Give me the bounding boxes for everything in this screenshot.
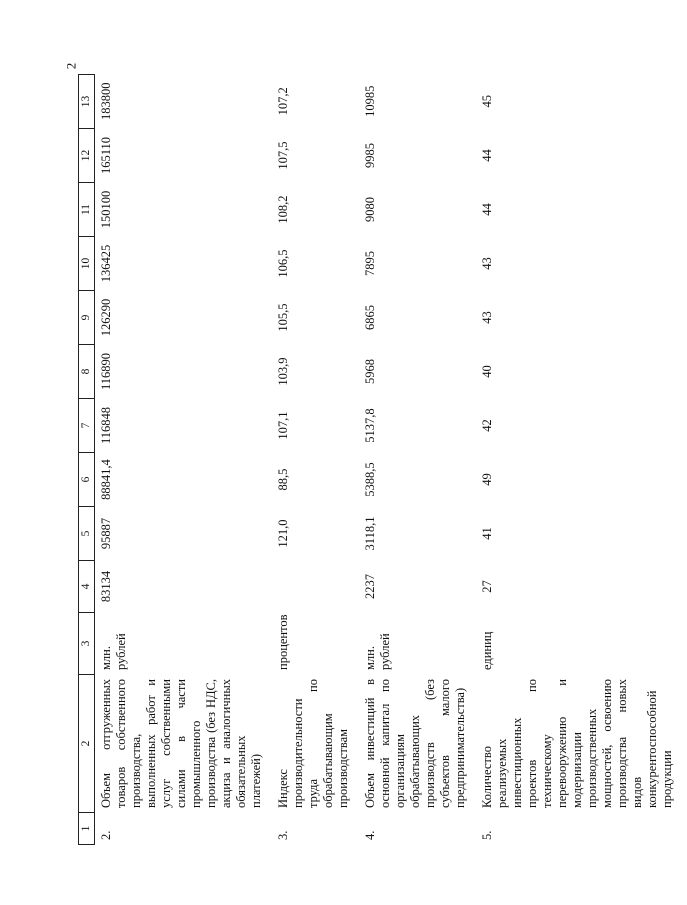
value-cell: 5968 bbox=[363, 359, 377, 384]
value-cell: 116890 bbox=[99, 352, 113, 391]
value-cell: 83134 bbox=[99, 570, 113, 603]
header-cell: 7 bbox=[79, 399, 95, 453]
header-cell: 10 bbox=[79, 237, 95, 291]
value-cell: 121,0 bbox=[276, 519, 290, 548]
value-cell: 107,5 bbox=[276, 141, 290, 170]
row-index: 4. bbox=[363, 830, 377, 840]
table-row bbox=[95, 75, 277, 845]
value-cell: 9080 bbox=[363, 197, 377, 222]
page-number: 2 bbox=[63, 62, 79, 70]
indicators-table bbox=[78, 74, 687, 845]
value-cell: 105,5 bbox=[276, 303, 290, 332]
header-cell: 8 bbox=[79, 345, 95, 399]
header-cell: 1 bbox=[79, 813, 95, 845]
value-cell: 165110 bbox=[99, 136, 113, 175]
value-cell: 88841,4 bbox=[99, 459, 113, 500]
value-cell: 27 bbox=[480, 580, 494, 593]
unit-cell: процентов bbox=[276, 614, 290, 670]
indicator-name: Объем отгруженных товаров собственного производства, выполненных работ и услуг собственными силами в части промышленного производства (без НДС, акциза и аналогичных обязательных платежей) bbox=[99, 679, 263, 808]
table-row bbox=[480, 75, 687, 845]
unit-cell: млн. рублей bbox=[99, 633, 128, 670]
value-cell: 10985 bbox=[363, 85, 377, 117]
header-cell: 4 bbox=[79, 561, 95, 613]
row-index: 2. bbox=[99, 830, 113, 840]
value-cell: 3118,1 bbox=[363, 516, 377, 551]
value-cell: 106,5 bbox=[276, 249, 290, 278]
value-cell bbox=[276, 561, 363, 613]
row-index: 3. bbox=[276, 830, 290, 840]
value-cell: 136425 bbox=[99, 244, 113, 283]
value-cell: 116848 bbox=[99, 406, 113, 445]
header-cell: 6 bbox=[79, 453, 95, 507]
value-cell: 2237 bbox=[363, 574, 377, 599]
value-cell: 107,2 bbox=[276, 87, 290, 116]
value-cell: 183800 bbox=[99, 82, 113, 120]
value-cell: 7895 bbox=[363, 251, 377, 276]
value-cell: 42 bbox=[480, 419, 494, 432]
value-cell: 150100 bbox=[99, 190, 113, 229]
value-cell: 45 bbox=[480, 95, 494, 108]
value-cell: 88,5 bbox=[276, 468, 290, 491]
value-cell: 43 bbox=[480, 257, 494, 270]
value-cell: 5137,8 bbox=[363, 408, 377, 443]
table-row bbox=[363, 75, 480, 845]
rotated-table-wrapper bbox=[78, 75, 674, 845]
unit-cell: единиц bbox=[480, 631, 494, 670]
value-cell: 5388,5 bbox=[363, 462, 377, 497]
header-row bbox=[79, 75, 95, 845]
value-cell: 95887 bbox=[99, 517, 113, 550]
value-cell: 41 bbox=[480, 527, 494, 540]
indicator-name: Количество реализуемых инвестиционных проектов по техническому перевооружению и модернизации производственных мощностей, освоению производства новых видов конкурентоспособной продукции bbox=[480, 679, 674, 808]
row-index: 5. bbox=[480, 830, 494, 840]
value-cell: 126290 bbox=[99, 298, 113, 337]
header-cell: 13 bbox=[79, 75, 95, 129]
header-cell: 5 bbox=[79, 507, 95, 561]
indicator-name: Индекс производительности труда по обрабатывающим производствам bbox=[276, 679, 350, 808]
value-cell: 107,1 bbox=[276, 411, 290, 440]
value-cell: 49 bbox=[480, 473, 494, 486]
unit-cell: млн. рублей bbox=[363, 633, 392, 670]
value-cell: 108,2 bbox=[276, 195, 290, 224]
header-cell: 2 bbox=[79, 675, 95, 813]
value-cell: 9985 bbox=[363, 143, 377, 168]
header-cell: 9 bbox=[79, 291, 95, 345]
value-cell: 40 bbox=[480, 365, 494, 378]
value-cell: 44 bbox=[480, 149, 494, 162]
header-cell: 11 bbox=[79, 183, 95, 237]
header-cell: 3 bbox=[79, 613, 95, 675]
value-cell: 6865 bbox=[363, 305, 377, 330]
value-cell: 43 bbox=[480, 311, 494, 324]
table-row bbox=[276, 75, 363, 845]
indicator-name: Объем инвестиций в основной капитал по организациям обрабатывающих производств (без субъектов малого предпринимательства) bbox=[363, 679, 467, 808]
value-cell: 103,9 bbox=[276, 357, 290, 386]
header-cell: 12 bbox=[79, 129, 95, 183]
value-cell: 44 bbox=[480, 203, 494, 216]
